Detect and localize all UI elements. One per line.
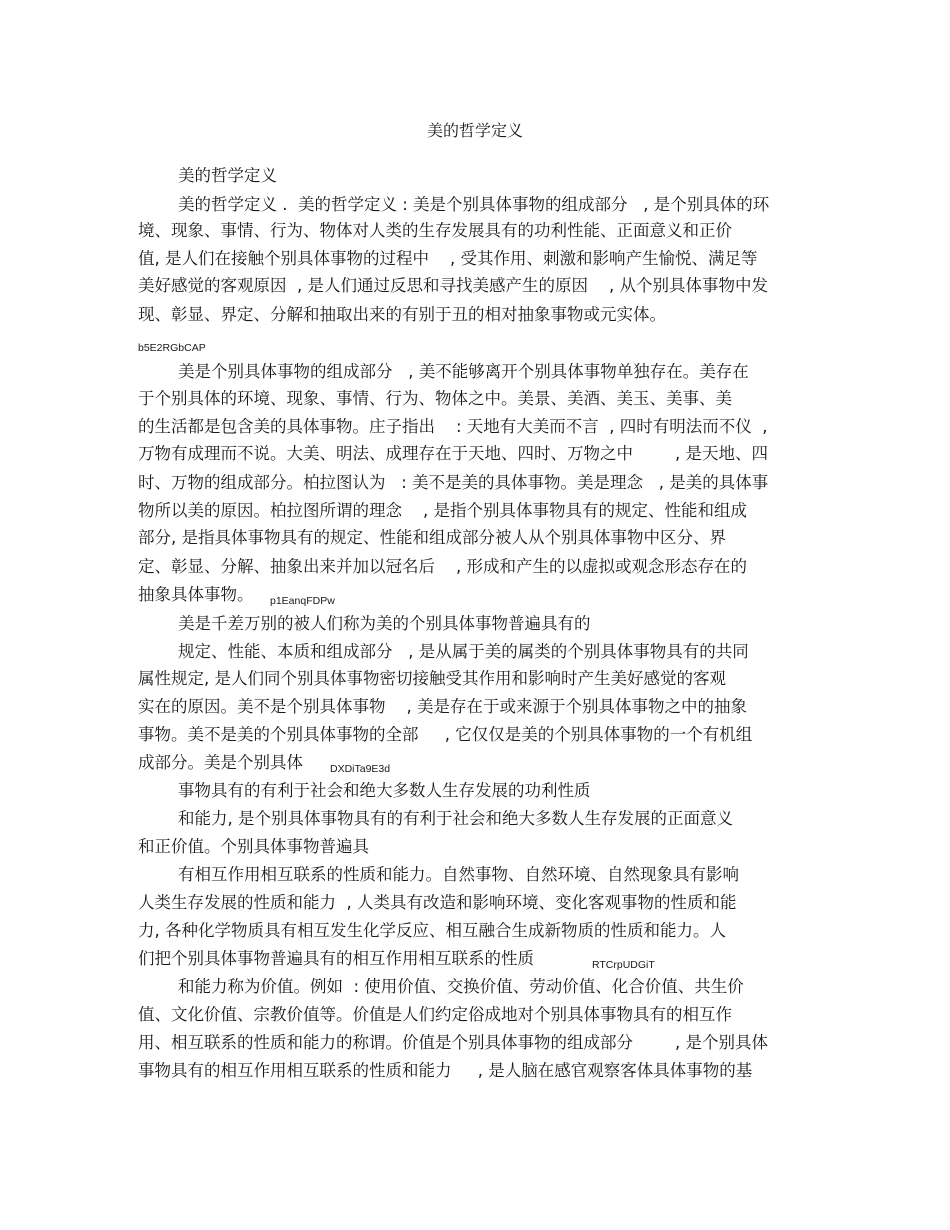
text-line: 们把个别具体事物普遍具有的相互作用相互联系的性质 [138, 949, 534, 968]
text-line: 境、现象、事情、行为、物体对人类的生存发展具有的功利性能、正面意义和正价 [138, 221, 732, 240]
text-line: 用、相互联系的性质和能力的称谓。价值是个别具体事物的组成部分 , 是个别具体 [138, 1033, 768, 1052]
text-line: 事物具有的相互作用相互联系的性质和能力 , 是人脑在感官观察客体具体事物的基 [138, 1061, 753, 1080]
reference-code: RTCrpUDGiT [592, 959, 655, 971]
text-line: 和能力, 是个别具体事物具有的有利于社会和绝大多数人生存发展的正面意义 [178, 809, 733, 828]
reference-code: b5E2RGbCAP [138, 342, 206, 354]
text-line: 美是千差万别的被人们称为美的个别具体事物普遍具有的 [178, 614, 591, 633]
text-line: 时、万物的组成部分。柏拉图认为 : 美不是美的具体事物。美是理念 , 是美的具体事 [138, 473, 769, 492]
text-line: 美是个别具体事物的组成部分 , 美不能够离开个别具体事物单独存在。美存在 [178, 362, 749, 381]
text-line: 的生活都是包含美的具体事物。庄子指出 : 天地有大美而不言 , 四时有明法而不仪 , [138, 417, 768, 436]
page-title: 美的哲学定义 [426, 121, 523, 140]
text-line: 于个别具体的环境、现象、事情、行为、物体之中。美景、美酒、美玉、美事、美 [138, 389, 732, 408]
text-line: 和正价值。个别具体事物普遍具 [138, 837, 369, 856]
text-line: 成部分。美是个别具体 [138, 753, 303, 772]
text-line: 万物有成理而不说。大美、明法、成理存在于天地、四时、万物之中 , 是天地、四 [138, 444, 768, 463]
text-line: 有相互作用相互联系的性质和能力。自然事物、自然环境、自然现象具有影响 [178, 865, 739, 884]
text-line: 美的哲学定义 . 美的哲学定义 : 美是个别具体事物的组成部分 , 是个别具体的环 [178, 195, 770, 214]
text-line: 部分, 是指具体事物具有的规定、性能和组成部分被人从个别具体事物中区分、界 [138, 528, 726, 547]
text-line: 事物。美不是美的个别具体事物的全部 , 它仅仅是美的个别具体事物的一个有机组 [138, 725, 753, 744]
text-line: 美好感觉的客观原因 , 是人们通过反思和寻找美感产生的原因 , 从个别具体事物中发 [138, 276, 768, 295]
text-line: 抽象具体事物。 [138, 585, 254, 604]
reference-code: DXDiTa9E3d [330, 763, 391, 775]
text-line: 规定、性能、本质和组成部分 , 是从属于美的属类的个别具体事物具有的共同 [178, 642, 749, 661]
text-line: 力, 各种化学物质具有相互发生化学反应、相互融合生成新物质的性质和能力。人 [138, 921, 726, 940]
text-line: 实在的原因。美不是个别具体事物 , 美是存在于或来源于个别具体事物之中的抽象 [138, 697, 747, 716]
text-line: 人类生存发展的性质和能力 , 人类具有改造和影响环境、变化客观事物的性质和能 [138, 893, 737, 912]
text-line: 属性规定, 是人们同个别具体事物密切接触受其作用和影响时产生美好感觉的客观 [138, 669, 726, 688]
text-line: 值、文化价值、宗教价值等。价值是人们约定俗成地对个别具体事物具有的相互作 [138, 1005, 732, 1024]
text-line: 和能力称为价值。例如 : 使用价值、交换价值、劳动价值、化合价值、共生价 [178, 977, 744, 996]
text-line: 定、彰显、分解、抽象出来并加以冠名后 , 形成和产生的以虚拟或观念形态存在的 [138, 557, 747, 576]
text-line: 现、彰显、界定、分解和抽取出来的有别于丑的相对抽象事物或元实体。 [138, 305, 666, 324]
section-heading: 美的哲学定义 [178, 166, 277, 185]
text-line: 物所以美的原因。柏拉图所谓的理念 , 是指个别具体事物具有的规定、性能和组成 [138, 501, 747, 520]
reference-code: p1EanqFDPw [270, 595, 335, 607]
text-line: 值, 是人们在接触个别具体事物的过程中 , 受其作用、刺激和影响产生愉悦、满足等 [138, 249, 758, 268]
text-line: 事物具有的有利于社会和绝大多数人生存发展的功利性质 [178, 781, 591, 800]
